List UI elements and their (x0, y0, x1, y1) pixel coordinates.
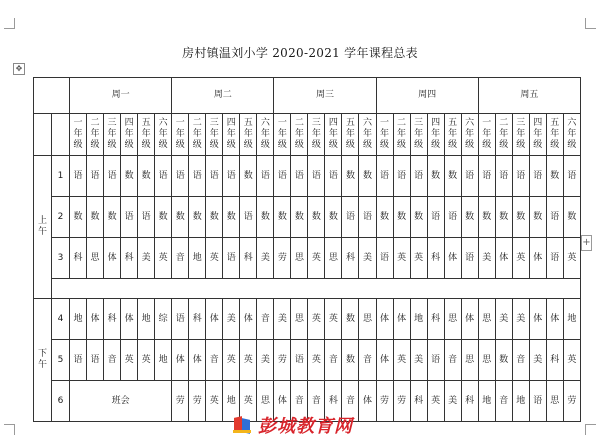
subject-cell: 美 (478, 238, 495, 279)
session-label: 上午 (37, 216, 47, 237)
subject-cell: 音 (104, 340, 121, 381)
grade-header-label: 五年级 (448, 118, 458, 150)
subject-cell: 数 (240, 156, 257, 197)
subject-cell: 语 (529, 156, 546, 197)
subject-cell: 地 (138, 299, 155, 340)
grade-header-label: 三年级 (414, 118, 424, 150)
grade-header-label: 四年级 (533, 118, 543, 150)
grade-header (240, 114, 257, 156)
day-header-row (34, 78, 581, 114)
subject-cell: 数 (427, 156, 444, 197)
subject-cell: 美 (512, 299, 529, 340)
site-logo (232, 414, 353, 436)
subject-cell: 语 (461, 156, 478, 197)
subject-cell: 音 (206, 340, 223, 381)
subject-cell: 英 (308, 238, 325, 279)
subject-cell: 体 (206, 299, 223, 340)
grade-header-label: 一年级 (277, 118, 287, 150)
subject-cell: 数 (87, 197, 104, 238)
subject-cell: 数 (223, 197, 240, 238)
grade-header (461, 114, 478, 156)
subject-cell: 数 (291, 197, 308, 238)
course-schedule-table (33, 77, 581, 422)
subject-cell: 数 (70, 197, 87, 238)
session-afternoon (34, 299, 52, 422)
corner-cell (34, 78, 70, 114)
subject-cell: 数 (257, 197, 274, 238)
subject-cell: 美 (444, 381, 461, 422)
subject-cell: 英 (206, 381, 223, 422)
subject-cell: 思 (291, 238, 308, 279)
day-header: 周四 (376, 78, 478, 114)
grade-header (223, 114, 240, 156)
grade-header (291, 114, 308, 156)
grade-header (87, 114, 104, 156)
subject-cell: 体 (393, 299, 410, 340)
subject-cell: 数 (104, 197, 121, 238)
subject-cell: 数 (495, 340, 512, 381)
grade-header-label: 六年级 (465, 118, 475, 150)
subject-cell: 科 (410, 381, 427, 422)
subject-cell: 地 (155, 340, 172, 381)
grade-header-label: 四年级 (328, 118, 338, 150)
subject-cell: 音 (308, 381, 325, 422)
subject-cell: 科 (427, 299, 444, 340)
grade-header-label: 三年级 (516, 118, 526, 150)
subject-cell: 英 (512, 238, 529, 279)
subject-cell: 思 (478, 340, 495, 381)
period-number: 1 (52, 156, 70, 197)
period-row (34, 299, 581, 340)
subject-cell: 语 (546, 197, 563, 238)
subject-cell: 体 (87, 299, 104, 340)
subject-cell: 体 (189, 340, 206, 381)
subject-cell: 体 (376, 340, 393, 381)
subject-cell: 英 (410, 238, 427, 279)
subject-cell: 音 (172, 238, 189, 279)
subject-cell: 劳 (274, 238, 291, 279)
subject-cell: 英 (563, 238, 580, 279)
subject-cell: 数 (376, 197, 393, 238)
subject-cell: 语 (478, 156, 495, 197)
subject-cell: 语 (444, 197, 461, 238)
subject-cell: 数 (359, 156, 376, 197)
subject-cell: 数 (444, 156, 461, 197)
page-corner-mark-bottom-left (4, 424, 15, 435)
grade-header-label: 六年级 (362, 118, 372, 150)
grade-header (121, 114, 138, 156)
subject-cell: 数 (342, 299, 359, 340)
grade-header-label: 一年级 (380, 118, 390, 150)
subject-cell: 数 (155, 197, 172, 238)
grade-header (189, 114, 206, 156)
page-corner-mark-top-left (4, 18, 15, 29)
subject-cell: 科 (325, 381, 342, 422)
subject-cell: 数 (512, 197, 529, 238)
subject-cell: 语 (155, 156, 172, 197)
subject-cell: 思 (359, 299, 376, 340)
subject-cell: 数 (325, 197, 342, 238)
subject-cell: 劳 (393, 381, 410, 422)
grade-header-label: 六年级 (260, 118, 270, 150)
separator-row (34, 279, 581, 299)
grade-header-label: 二年级 (90, 118, 100, 150)
subject-cell: 音 (444, 340, 461, 381)
subject-cell: 语 (104, 156, 121, 197)
subject-cell: 语 (376, 156, 393, 197)
period-number-header (52, 114, 70, 156)
subject-cell: 科 (70, 238, 87, 279)
subject-cell: 体 (240, 299, 257, 340)
subject-cell: 英 (563, 340, 580, 381)
subject-cell: 语 (376, 238, 393, 279)
add-column-icon[interactable]: + (581, 235, 592, 251)
grade-header (512, 114, 529, 156)
grade-header-label: 二年级 (192, 118, 202, 150)
subject-cell: 美 (257, 238, 274, 279)
subject-cell: 体 (376, 299, 393, 340)
subject-cell: 英 (121, 340, 138, 381)
grade-header-label: 四年级 (124, 118, 134, 150)
subject-cell: 地 (512, 381, 529, 422)
subject-cell: 英 (308, 299, 325, 340)
subject-cell: 体 (529, 238, 546, 279)
subject-cell: 数 (546, 156, 563, 197)
grade-header (529, 114, 546, 156)
subject-cell: 语 (427, 340, 444, 381)
subject-cell: 数 (274, 197, 291, 238)
subject-cell: 音 (291, 381, 308, 422)
subject-cell: 地 (478, 381, 495, 422)
subject-cell: 语 (172, 156, 189, 197)
subject-cell: 语 (172, 299, 189, 340)
subject-cell: 英 (427, 381, 444, 422)
grade-header (325, 114, 342, 156)
period-number: 6 (52, 381, 70, 422)
subject-cell: 思 (461, 340, 478, 381)
subject-cell: 思 (87, 238, 104, 279)
table-move-handle-icon[interactable]: ✥ (13, 63, 25, 75)
subject-cell: 思 (291, 299, 308, 340)
subject-cell: 数 (410, 197, 427, 238)
subject-cell: 语 (410, 156, 427, 197)
subject-cell: 科 (342, 238, 359, 279)
grade-header-label: 一年级 (73, 118, 83, 150)
grade-header (274, 114, 291, 156)
subject-cell: 音 (359, 340, 376, 381)
subject-cell: 数 (138, 156, 155, 197)
subject-cell: 语 (206, 156, 223, 197)
grade-header-label: 二年级 (499, 118, 509, 150)
subject-cell: 综 (155, 299, 172, 340)
class-meeting-cell: 班会 (70, 381, 172, 422)
subject-cell: 数 (189, 197, 206, 238)
subject-cell: 英 (393, 238, 410, 279)
subject-cell: 数 (563, 197, 580, 238)
grade-header-label: 五年级 (243, 118, 253, 150)
subject-cell: 体 (121, 299, 138, 340)
subject-cell: 数 (495, 197, 512, 238)
subject-cell: 英 (240, 340, 257, 381)
subject-cell: 英 (240, 381, 257, 422)
grade-header-label: 三年级 (311, 118, 321, 150)
period-row (34, 340, 581, 381)
book-logo-icon (232, 415, 252, 435)
site-logo-text: 彭城教育网 (258, 416, 353, 437)
grade-header (563, 114, 580, 156)
subject-cell: 科 (104, 299, 121, 340)
subject-cell: 体 (274, 381, 291, 422)
subject-cell: 科 (121, 238, 138, 279)
subject-cell: 地 (223, 381, 240, 422)
subject-cell: 数 (478, 197, 495, 238)
grade-header-label: 四年级 (226, 118, 236, 150)
subject-cell: 英 (393, 340, 410, 381)
grade-header (495, 114, 512, 156)
grade-header-label: 六年级 (567, 118, 577, 150)
subject-cell: 思 (257, 381, 274, 422)
subject-cell: 语 (223, 156, 240, 197)
subject-cell: 思 (546, 381, 563, 422)
period-number: 2 (52, 197, 70, 238)
subject-cell: 语 (461, 238, 478, 279)
subject-cell: 语 (70, 340, 87, 381)
grade-header-label: 二年级 (294, 118, 304, 150)
subject-cell: 语 (291, 156, 308, 197)
grade-header (172, 114, 189, 156)
grade-header (138, 114, 155, 156)
subject-cell: 美 (138, 238, 155, 279)
subject-cell: 语 (87, 340, 104, 381)
subject-cell: 美 (223, 299, 240, 340)
subject-cell: 语 (189, 156, 206, 197)
subject-cell: 数 (172, 197, 189, 238)
subject-cell: 科 (427, 238, 444, 279)
day-header: 周五 (478, 78, 580, 114)
grade-header (359, 114, 376, 156)
subject-cell: 体 (495, 238, 512, 279)
subject-cell: 英 (155, 238, 172, 279)
subject-cell: 地 (563, 299, 580, 340)
subject-cell: 语 (121, 197, 138, 238)
subject-cell: 英 (138, 340, 155, 381)
subject-cell: 语 (291, 340, 308, 381)
grade-header-label: 四年级 (431, 118, 441, 150)
subject-cell: 美 (274, 299, 291, 340)
subject-cell: 数 (342, 156, 359, 197)
subject-cell: 语 (512, 156, 529, 197)
period-number: 4 (52, 299, 70, 340)
subject-cell: 科 (240, 238, 257, 279)
subject-cell: 劳 (172, 381, 189, 422)
subject-cell: 地 (70, 299, 87, 340)
subject-cell: 语 (393, 156, 410, 197)
subject-cell: 数 (206, 197, 223, 238)
subject-cell: 音 (342, 381, 359, 422)
period-row (34, 156, 581, 197)
subject-cell: 音 (257, 299, 274, 340)
subject-cell: 数 (461, 197, 478, 238)
grade-header-label: 三年级 (107, 118, 117, 150)
subject-cell: 体 (104, 238, 121, 279)
period-row (34, 238, 581, 279)
subject-cell: 语 (257, 156, 274, 197)
grade-header-label: 五年级 (550, 118, 560, 150)
subject-cell: 语 (563, 156, 580, 197)
grade-header (376, 114, 393, 156)
subject-cell: 地 (189, 238, 206, 279)
grade-header (70, 114, 87, 156)
grade-header (478, 114, 495, 156)
grade-header (546, 114, 563, 156)
grade-header-label: 一年级 (482, 118, 492, 150)
grade-header-label: 五年级 (345, 118, 355, 150)
subject-cell: 科 (546, 340, 563, 381)
grade-header (257, 114, 274, 156)
subject-cell: 英 (223, 340, 240, 381)
document-title: 房村镇温刘小学 2020-2021 学年课程总表 (182, 46, 418, 60)
page-corner-mark-bottom-right (585, 424, 596, 435)
subject-cell: 语 (138, 197, 155, 238)
subject-cell: 体 (461, 299, 478, 340)
grade-header (155, 114, 172, 156)
subject-cell: 体 (172, 340, 189, 381)
grade-header-label: 二年级 (397, 118, 407, 150)
subject-cell: 美 (257, 340, 274, 381)
subject-cell: 数 (529, 197, 546, 238)
grade-header (393, 114, 410, 156)
grade-header-label: 一年级 (175, 118, 185, 150)
grade-header (104, 114, 121, 156)
subject-cell: 劳 (563, 381, 580, 422)
subject-cell: 地 (410, 299, 427, 340)
grade-header-label: 六年级 (158, 118, 168, 150)
subject-cell: 音 (512, 340, 529, 381)
subject-cell: 英 (308, 340, 325, 381)
subject-cell: 劳 (274, 340, 291, 381)
session-morning (34, 156, 52, 299)
subject-cell: 语 (359, 197, 376, 238)
subject-cell: 思 (444, 299, 461, 340)
session-label: 下午 (37, 349, 47, 370)
subject-cell: 英 (206, 238, 223, 279)
subject-cell: 美 (529, 340, 546, 381)
separator-cell (52, 279, 581, 299)
grade-header-label: 五年级 (141, 118, 151, 150)
grade-header (206, 114, 223, 156)
page-corner-mark-top-right (585, 18, 596, 29)
subject-cell: 体 (546, 299, 563, 340)
subject-cell: 体 (529, 299, 546, 340)
subject-cell: 语 (546, 238, 563, 279)
subject-cell: 数 (308, 197, 325, 238)
subject-cell: 音 (495, 381, 512, 422)
subject-cell: 劳 (376, 381, 393, 422)
subject-cell: 语 (223, 238, 240, 279)
grade-header-row (34, 114, 581, 156)
subject-cell: 语 (529, 381, 546, 422)
grade-header (308, 114, 325, 156)
grade-header (427, 114, 444, 156)
subject-cell: 科 (461, 381, 478, 422)
subject-cell: 思 (325, 238, 342, 279)
grade-header (444, 114, 461, 156)
subject-cell: 劳 (189, 381, 206, 422)
period-number: 3 (52, 238, 70, 279)
day-header: 周二 (172, 78, 274, 114)
subject-cell: 语 (70, 156, 87, 197)
period-number: 5 (52, 340, 70, 381)
subject-cell: 科 (189, 299, 206, 340)
grade-header (410, 114, 427, 156)
session-gutter-top (34, 114, 52, 156)
subject-cell: 数 (121, 156, 138, 197)
subject-cell: 体 (444, 238, 461, 279)
subject-cell: 语 (427, 197, 444, 238)
subject-cell: 语 (274, 156, 291, 197)
subject-cell: 美 (359, 238, 376, 279)
subject-cell: 数 (393, 197, 410, 238)
period-row (34, 197, 581, 238)
subject-cell: 体 (359, 381, 376, 422)
subject-cell: 思 (478, 299, 495, 340)
subject-cell: 语 (342, 197, 359, 238)
day-header: 周一 (70, 78, 172, 114)
grade-header (342, 114, 359, 156)
subject-cell: 语 (308, 156, 325, 197)
subject-cell: 语 (240, 197, 257, 238)
subject-cell: 美 (495, 299, 512, 340)
subject-cell: 语 (495, 156, 512, 197)
subject-cell: 美 (410, 340, 427, 381)
subject-cell: 数 (342, 340, 359, 381)
day-header: 周三 (274, 78, 376, 114)
subject-cell: 语 (87, 156, 104, 197)
subject-cell: 音 (325, 340, 342, 381)
subject-cell: 英 (325, 299, 342, 340)
subject-cell: 语 (325, 156, 342, 197)
grade-header-label: 三年级 (209, 118, 219, 150)
